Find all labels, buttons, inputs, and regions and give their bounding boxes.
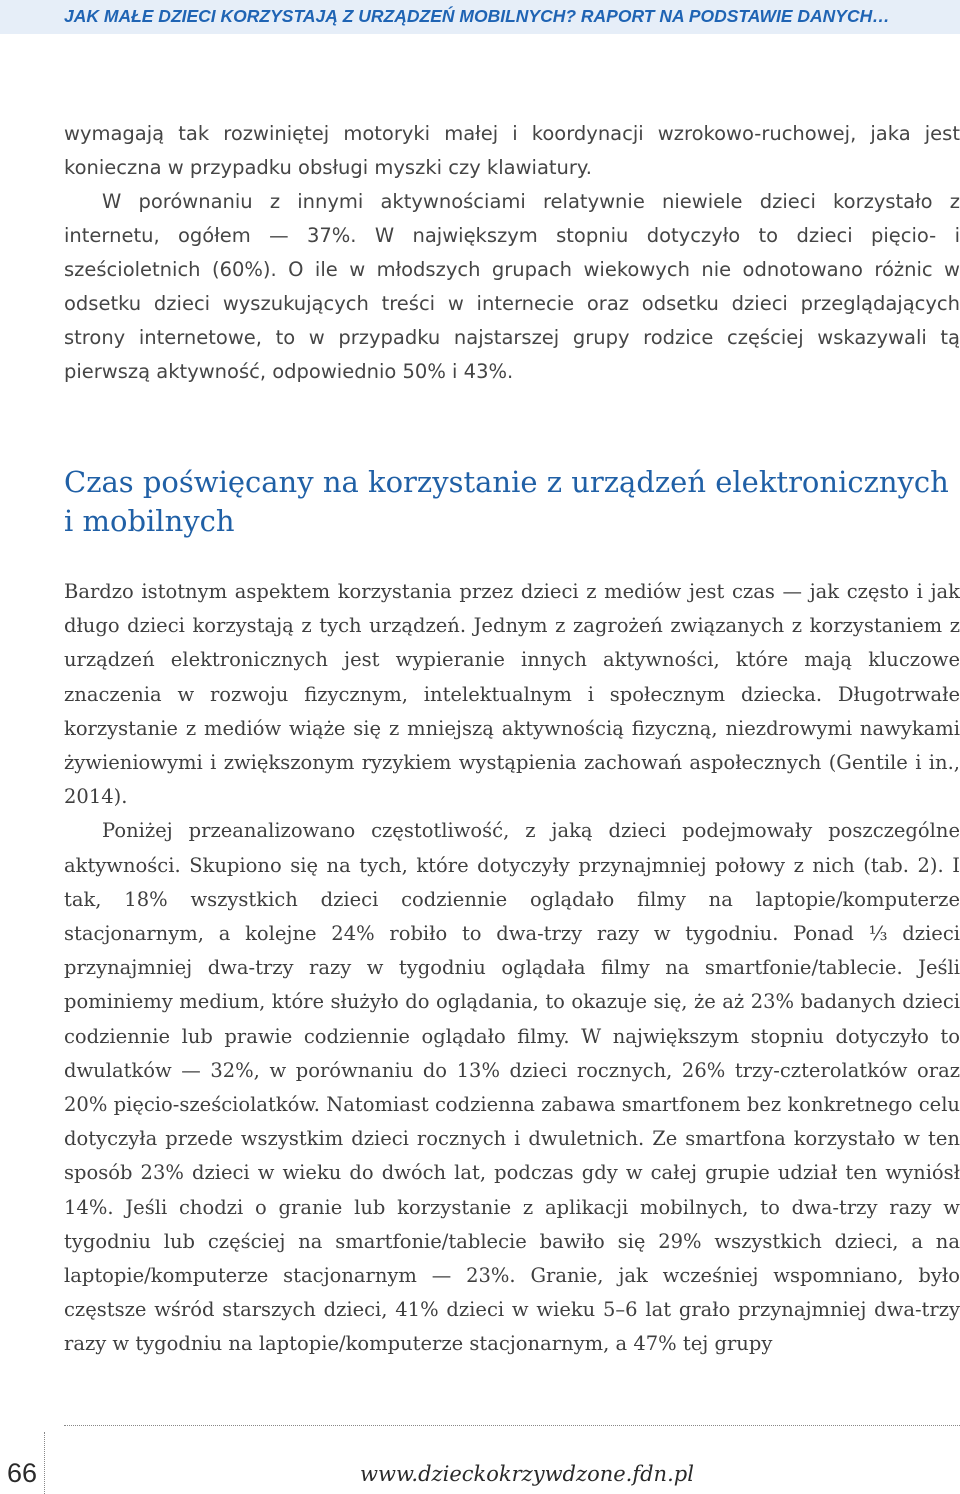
footer-divider [64, 1425, 960, 1426]
section-heading: Czas poświęcany na korzystanie z urządzeń elektronicznych i mobilnych [64, 465, 949, 538]
page-number: 66 [6, 1458, 38, 1488]
activity-frequency-paragraph: Poniżej przeanalizowano częstotliwość, z jaką dzieci podejmowały poszczególne aktywności. Skupiono się na tych, które dotyczyły przynajmniej połowy z nich (tab. 2). I tak, 18% wszystkich dzieci codziennie oglądało filmy na laptopie/komputerze stacjonarnym, a kolejne 24% robiło to dwa-trzy razy w tygodniu. Ponad ⅓ dzieci przynajmniej dwa-trzy razy w tygodniu oglądała filmy na smartfonie/tablecie. Jeśli pominiemy medium, które służyło do oglądania, to okazuje się, że aż 23% badanych dzieci codziennie lub prawie codziennie oglądało filmy. W największym stopniu dotyczyło to dwulatków — 32%, w porównaniu do 13% dzieci rocznych, 26% trzy-czterolatków oraz 20% pięcio-sześciolatków. Natomiast codzienna zabawa smartfonem bez konkretnego celu dotyczyła przede wszystkim dzieci rocznych i dwuletnich. Ze smartfona korzystało w ten sposób 23% dzieci w wieku do dwóch lat, podczas gdy w całej grupie udział ten wyniósł 14%. Jeśli chodzi o granie lub korzystanie z aplikacji mobilnych, to dwa-trzy razy w tygodniu lub częściej na smartfonie/tablecie bawiło się 29% wszystkich dzieci, a na laptopie/komputerze stacjonarnym — 23%. Granie, jak wcześniej wspomniano, było częstsze wśród starszych dzieci, 41% dzieci w wieku 5–6 lat grało przynajmniej dwa-trzy razy w tygodniu na laptopie/komputerze stacjonarnym, a 47% tej grupy [64, 819, 960, 1356]
media-time-paragraph: Bardzo istotnym aspektem korzystania przez dzieci z mediów jest czas — jak często i jak długo dzieci korzystają z tych urządzeń. Jednym z zagrożeń związanych z korzystaniem z urządzeń elektronicznych jest wypieranie innych aktywności, które mają kluczowe znaczenia w rozwoju fizycznym, intelektualnym i społecznym dziecka. Długotrwałe korzystanie z mediów wiąże się z mniejszą aktywnością fizyczną, niezdrowymi nawykami żywieniowymi i zwiększonym ryzykiem wystąpienia zachowań aspołecznych (Gentile i in., 2014). [64, 580, 960, 809]
footer-website-link[interactable]: www.dzieckokrzywdzone.fdn.pl [360, 1462, 694, 1486]
page-number-divider [44, 1432, 46, 1494]
internet-usage-paragraph: W porównaniu z innymi aktywnościami relatywnie niewiele dzieci korzystało z internetu, ogółem — 37%. W największym stopniu dotyczyło to dzieci pięcio- i sześcioletnich (60%). O ile w młodszych grupach wiekowych nie odnotowano różnic w odsetku dzieci wyszukujących treści w internecie oraz odsetku dzieci przeglądających strony internetowe, to w przypadku najstarszej grupy rodzice częściej wskazywali tą pierwszą aktywność, odpowiednio 50% i 43%. [64, 190, 960, 383]
intro-text-block [64, 117, 960, 389]
intro-continuation-paragraph: wymagają tak rozwiniętej motoryki małej i koordynacji wzrokowo-ruchowej, jaka jest konieczna w przypadku obsługi myszki czy klawiatury. [64, 122, 960, 179]
section-text-block [64, 575, 960, 1362]
running-title: JAK MAŁE DZIECI KORZYSTAJĄ Z URZĄDZEŃ MOBILNYCH? RAPORT NA PODSTAWIE DANYCH… [64, 6, 890, 26]
